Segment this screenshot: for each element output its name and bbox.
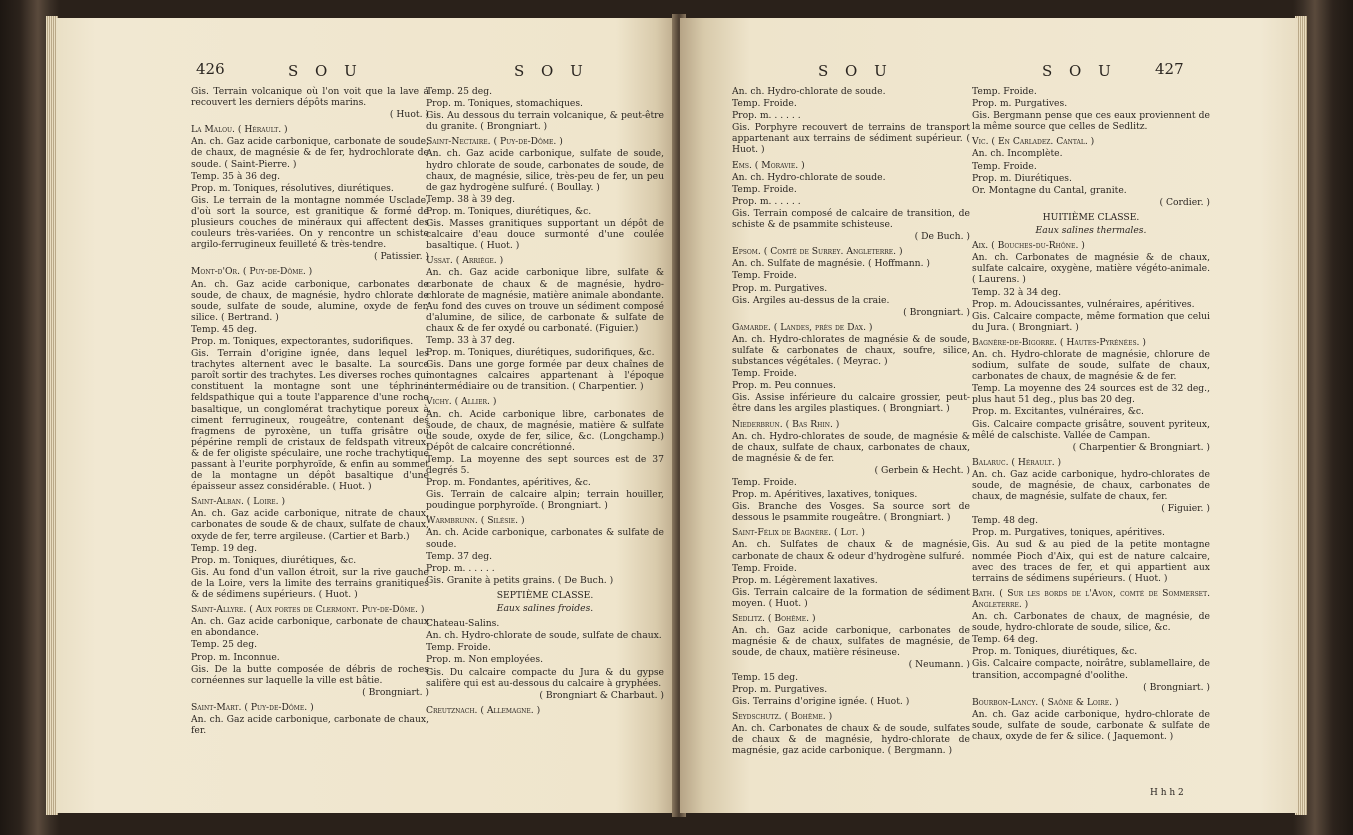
text-line: An. ch. Acide carbonique, carbonates & sulfate de soude. <box>426 527 664 550</box>
text-line: ( Cordier. ) <box>1159 196 1210 208</box>
text-line: Saint-Nectaire. ( Puy-de-Dôme. ) <box>426 136 563 148</box>
text-line: An. ch. Gaz acide carbonique libre, sulfate & carbonate de chaux & de magnésie, hydro-chlorate de magnésie, matière animale abondante. Au fond des cuves on trouve un sédiment composé d'alumine, de silice, de carbonate & sulfate de chaux & de fer oxydé ou carbonaté. (Figuier.) <box>426 267 664 334</box>
text-line: Gis. Terrain volcanique où l'on voit que la lave a recouvert les derniers dépôts marins. <box>191 86 429 109</box>
text-line: ( Brongniart. ) <box>903 306 970 318</box>
text-line: Eaux salines froides. <box>496 603 594 615</box>
text-line: Prop. m. Toniques, stomachiques. <box>426 98 583 110</box>
text-line: Gis. Terrains d'origine ignée. ( Huot. ) <box>732 695 910 707</box>
text-line: ( Gerbein & Hecht. ) <box>874 464 970 476</box>
text-line: An. ch. Hydro-chlorate de magnésie, chlorure de sodium, sulfate de soude, sulfate de chaux, carbonates de chaux, de magnésie & de fer. <box>972 348 1210 383</box>
text-line: An. ch. Gaz acide carbonique, carbonate de chaux, fer. <box>191 713 429 737</box>
text-line: Gamarde. ( Landes, près de Dax. ) <box>732 321 873 333</box>
text-line: Gis. Calcaire compacte grisâtre, souvent pyriteux, mêlé de calschiste. Vallée de Campan. <box>972 418 1210 441</box>
right-running-head-2: S O U <box>1042 62 1117 80</box>
text-line: Or. Montagne du Cantal, granite. <box>972 184 1127 196</box>
text-line: SEPTIÈME CLASSE. <box>496 589 594 601</box>
text-line: Gis. Assise inférieure du calcaire grossier, peut-être dans les argiles plastiques. ( Brongniart. ) <box>732 392 970 415</box>
text-line: Prop. m. Adoucissantes, vulnéraires, apéritives. <box>972 298 1195 310</box>
left-page <box>56 18 678 813</box>
text-line: An. ch. Sulfate de magnésie. ( Hoffmann. ) <box>732 258 930 270</box>
text-line: Temp. La moyenne des sept sources est de 37 degrés 5. <box>426 453 664 476</box>
text-line: Temp. 15 deg. <box>732 671 799 683</box>
right-column-1 <box>732 86 970 757</box>
text-line: Temp. 25 deg. <box>426 86 493 97</box>
text-line: Saint-Mart. ( Puy-de-Dôme. ) <box>191 701 314 713</box>
left-column-1 <box>191 86 429 737</box>
text-line: Gis. Granite à petits grains. ( De Buch. ) <box>426 574 614 586</box>
text-line: Gis. Terrain calcaire de la formation de sédiment moyen. ( Huot. ) <box>732 586 970 609</box>
text-line: ( Brongniart. ) <box>1143 681 1210 693</box>
text-line: ( Neumann. ) <box>908 659 970 671</box>
text-line: Prop. m. Peu connues. <box>732 380 836 392</box>
left-page-number: 426 <box>196 60 225 78</box>
text-line: Gis. Argiles au-dessus de la craie. <box>732 294 890 306</box>
text-line: Temp. Froide. <box>426 642 491 654</box>
text-line: Gis. Bergmann pense que ces eaux proviennent de la même source que celles de Sedlitz. <box>972 110 1210 133</box>
text-line: Temp. Froide. <box>732 183 797 195</box>
text-line: Gis. Terrain de calcaire alpin; terrain houiller, poudingue porphyroïde. ( Brongniart. ) <box>426 489 664 512</box>
text-line: Gis. Au fond d'un vallon étroit, sur la rive gauche de la Loire, vers la limite des terrains granitiques & de sédimens supérieurs. ( Huot. ) <box>191 566 429 601</box>
text-line: An. ch. Sulfates de chaux & de magnésie, carbonate de chaux & odeur d'hydrogène sulfuré. <box>732 539 970 562</box>
right-column-2 <box>972 86 1210 743</box>
text-line: Gis. Le terrain de la montagne nommée Usclade, d'où sort la source, est granitique & formé de plusieurs couches de minéraux qui affectent des couleurs très-variées. On y rencontre un schiste argilo-ferrugineux feuilleté & très-tendre. <box>191 194 429 251</box>
text-line: An. ch. Acide carbonique libre, carbonates de soude, de chaux, de magnésie, matière & sulfate de soude, oxyde de fer, silice, &c. (Longchamp.) Dépôt de calcaire concrétionné. <box>426 408 664 453</box>
text-line: An. ch. Gaz acide carbonique, carbonate de chaux en abondance. <box>191 616 429 639</box>
text-line: Prop. m. Toniques, diurétiques, &c. <box>426 205 592 217</box>
text-line: Gis. Calcaire compacte, noirâtre, sublamellaire, de transition, accompagné d'oolithe. <box>972 658 1210 681</box>
text-line: Vic. ( En Carladez. Cantal. ) <box>972 136 1095 148</box>
text-line: Prop. m. Inconnue. <box>191 651 280 663</box>
text-line: An. ch. Hydro-chlorate de soude, sulfate de chaux. <box>426 630 662 642</box>
text-line: Temp. 32 à 34 deg. <box>972 286 1062 298</box>
text-line: Gis. Porphyre recouvert de terrains de transport appartenant aux terrains de sédiment supérieur. ( Huot. ) <box>732 122 970 156</box>
text-line: Prop. m. Diurétiques. <box>972 172 1072 184</box>
text-line: HUITIÈME CLASSE. <box>1042 211 1140 223</box>
text-line: Gis. Du calcaire compacte du Jura & du gypse salifère qui est au-dessous du calcaire à gryphées. <box>426 666 664 689</box>
text-line: Gis. Calcaire compacte, même formation que celui du Jura. ( Brongniart. ) <box>972 310 1210 333</box>
text-line: ( Huot. ) <box>389 109 429 121</box>
text-line: Sedlitz. ( Bohême. ) <box>732 613 816 625</box>
text-line: An. ch. Gaz acide carbonique, sulfate de soude, hydro chlorate de soude, carbonates de soude, de chaux, de magnésie, silice, très-peu de fer, un peu de gaz hydrogène sulfuré. ( Boullay. ) <box>426 148 664 193</box>
text-line: Temp. Froide. <box>732 562 797 574</box>
text-line: Prop. m. Toniques, résolutives, diurétiques. <box>191 182 394 194</box>
text-line: Warmbrunn. ( Silésie. ) <box>426 515 525 527</box>
text-line: ( Figuier. ) <box>1161 503 1210 515</box>
text-line: Gis. Branche des Vosges. Sa source sort de dessous le psammite rougeâtre. ( Brongniart. ) <box>732 501 970 524</box>
text-line: Temp. Froide. <box>732 270 797 282</box>
text-line: Balaruc. ( Hérault. ) <box>972 456 1062 468</box>
text-line: Prop. m. . . . . . <box>426 562 495 574</box>
text-line: Prop. m. . . . . . <box>732 195 801 207</box>
text-line: Temp. 48 deg. <box>972 515 1039 527</box>
text-line: An. ch. Hydro-chlorates de magnésie & de soude, sulfate & carbonates de chaux, soufre, silice, substances végétales. ( Meyrac. ) <box>732 333 970 368</box>
text-line: Temp. 45 deg. <box>191 323 258 335</box>
text-line: Saint-Félix de Bagnère. ( Lot. ) <box>732 527 865 539</box>
text-line: Temp. 19 deg. <box>191 542 258 554</box>
text-line: Niederbrun. ( Bas Rhin. ) <box>732 418 840 430</box>
text-line: ( Charpentier & Brongniart. ) <box>1072 441 1210 453</box>
text-line: Temp. 35 à 36 deg. <box>191 170 281 182</box>
text-line: Prop. m. Fondantes, apéritives, &c. <box>426 477 591 489</box>
text-line: Prop. m. Purgatives. <box>732 282 828 294</box>
text-line: Prop. m. Non employées. <box>426 654 543 666</box>
text-line: Ems. ( Moravie. ) <box>732 159 805 171</box>
text-line: Temp. Froide. <box>972 86 1037 97</box>
text-line: Temp. Froide. <box>732 477 797 488</box>
text-line: Epsom. ( Comté de Surrey. Angleterre. ) <box>732 246 903 258</box>
text-line: Bourbon-Lancy. ( Saône & Loire. ) <box>972 696 1119 708</box>
signature-mark: H h h 2 <box>1150 788 1184 798</box>
text-line: Prop. m. . . . . . <box>732 110 801 122</box>
text-line: ( Patissier. ) <box>374 251 429 263</box>
text-line: ( Brongniart. ) <box>362 686 429 698</box>
text-line: Vichy. ( Allier. ) <box>426 396 497 408</box>
text-line: Eaux salines thermales. <box>1035 225 1147 237</box>
text-line: Gis. Terrain composé de calcaire de transition, de schiste & de psammite schisteuse. <box>732 207 970 231</box>
right-running-head-1: S O U <box>818 62 893 80</box>
text-line: Prop. m. Purgatives. <box>972 98 1068 110</box>
text-line: Temp. Froide. <box>732 368 797 380</box>
text-line: Mont-d'Or. ( Puy-de-Dôme. ) <box>191 266 313 278</box>
right-page <box>680 18 1298 813</box>
text-line: Temp. Froide. <box>732 98 797 110</box>
left-running-head-1: S O U <box>288 62 363 80</box>
text-line: Gis. Au dessous du terrain volcanique, & peut-être du granite. ( Brongniart. ) <box>426 110 664 133</box>
text-line: Ussat. ( Arriège. ) <box>426 255 504 267</box>
text-line: Bath. ( Sur les bords de l'Avon, comté de Sommerset. Angleterre. ) <box>972 587 1210 610</box>
text-line: Creutznach. ( Allemagne. ) <box>426 704 541 716</box>
text-line: Prop. m. Toniques, diurétiques, &c. <box>972 646 1138 658</box>
text-line: Gis. Terrain d'origine ignée, dans lequel les trachytes alternent avec le basalte. La source paroît sortir des trachytes. Les diverses roches qui constituent la montagne sont une téphrine feldspathique qui a toute l'apparence d'une roche basaltique, un conglomérat trachytique poreux à ciment ferrugineux, rougeâtre, contenant des fragmens de pyroxène, un tuffa grisâtre ou pépérine rempli de cristaux de feldspath vitreux, & de fer oligiste spéculaire, une roche trachytique passant à l'eurite porphyroïde, & enfin au sommet de la montagne un dépôt basaltique d'une épaisseur assez considérable. ( Huot. ) <box>191 348 429 493</box>
text-line: Temp. 37 deg. <box>426 550 493 562</box>
text-line: Prop. m. Toniques, diurétiques, sudorifiques, &c. <box>426 347 655 359</box>
right-page-number: 427 <box>1155 60 1184 78</box>
text-line: Prop. m. Purgatives. <box>732 683 828 695</box>
text-line: Gis. Dans une gorge formée par deux chaînes de montagnes calcaires appartenant à l'époque intermédiaire ou de transition. ( Charpentier. ) <box>426 359 664 393</box>
text-line: Saint-Alban. ( Loire. ) <box>191 496 286 508</box>
text-line: Prop. m. Apéritives, laxatives, toniques. <box>732 489 918 501</box>
text-line: Temp. La moyenne des 24 sources est de 32 deg., plus haut 51 deg., plus bas 20 deg. <box>972 383 1210 406</box>
text-line: Chateau-Salins. <box>426 618 500 630</box>
text-line: An. ch. Gaz acide carbonique, carbonates de soude, de chaux, de magnésie, hydro chlorate de soude, sulfate de soude, alumine, oxyde de fer, silice. ( Bertrand. ) <box>191 278 429 323</box>
text-line: Seydschutz. ( Bohême. ) <box>732 710 833 722</box>
text-line: Saint-Allyre. ( Aux portes de Clermont. Puy-de-Dôme. ) <box>191 604 425 616</box>
text-line: Gis. Au sud & au pied de la petite montagne nommée Pioch d'Aix, qui est de nature calcaire, avec des traces de fer, et qui appartient aux terrains de sédimens supérieurs. ( Huot. ) <box>972 539 1210 584</box>
text-line: An. ch. Hydro-chlorate de soude. <box>732 171 886 183</box>
text-line: An. ch. Carbonates de chaux & de soude, sulfates de chaux & de magnésie, hydro-chlorate de magnésie, gaz acide carbonique. ( Bergmann. ) <box>732 722 970 757</box>
text-line: Gis. Masses granitiques supportant un dépôt de calcaire d'eau douce surmonté d'une coulée basaltique. ( Huot. ) <box>426 218 664 252</box>
text-line: An. ch. Carbonates de chaux, de magnésie, de soude, hydro-chlorate de soude, silice, &c. <box>972 611 1210 634</box>
text-line: An. ch. Gaz acide carbonique, hydro-chlorates de soude, de magnésie, de chaux, carbonates de chaux, de magnésie, sulfate de chaux, fer. <box>972 468 1210 503</box>
text-line: Gis. De la butte composée de débris de roches cornéennes sur laquelle la ville est bâtie. <box>191 663 429 686</box>
text-line: Temp. 64 deg. <box>972 634 1039 646</box>
text-line: ( Brongniart & Charbaut. ) <box>539 689 664 701</box>
text-line: Temp. 33 à 37 deg. <box>426 334 516 346</box>
text-line: An. ch. Hydro-chlorate de soude. <box>732 86 886 97</box>
left-running-head-2: S O U <box>514 62 589 80</box>
text-line: Prop. m. Toniques, expectorantes, sudorifiques. <box>191 335 414 347</box>
text-line: An. ch. Gaz acide carbonique, carbonates de magnésie & de chaux, sulfates de magnésie, de soude, de chaux, matière résineuse. <box>732 625 970 659</box>
text-line: Temp. Froide. <box>972 160 1037 172</box>
text-line: An. ch. Gaz acide carbonique, hydro-chlorate de soude, sulfate de soude, carbonate & sulfate de chaux, oxyde de fer & silice. ( Jaquemont. ) <box>972 708 1210 742</box>
text-line: An. ch. Hydro-chlorates de soude, de magnésie & de chaux, sulfate de chaux, carbonates de chaux, de magnésie & de fer. <box>732 430 970 464</box>
text-line: Temp. 25 deg. <box>191 639 258 651</box>
text-line: Prop. m. Légèrement laxatives. <box>732 574 878 586</box>
text-line: An. ch. Carbonates de magnésie & de chaux, sulfate calcaire, oxygène, matière végéto-animale. ( Laurens. ) <box>972 252 1210 286</box>
text-line: An. ch. Gaz acide carbonique, carbonate de soude, de chaux, de magnésie & de fer, hydrochlorate de soude. ( Saint-Pierre. ) <box>191 136 429 170</box>
text-line: Prop. m. Toniques, diurétiques, &c. <box>191 554 357 566</box>
text-line: Prop. m. Purgatives, toniques, apéritives. <box>972 527 1165 539</box>
text-line: An. ch. Incomplète. <box>972 148 1063 160</box>
text-line: Prop. m. Excitantes, vulnéraires, &c. <box>972 406 1144 418</box>
text-line: Bagnère-de-Bigorre. ( Hautes-Pyrénées. ) <box>972 336 1146 348</box>
text-line: ( De Buch. ) <box>914 231 970 243</box>
text-line: Aix. ( Bouches-du-Rhône. ) <box>972 240 1085 252</box>
text-line: La Malou. ( Hérault. ) <box>191 124 288 136</box>
text-line: An. ch. Gaz acide carbonique, nitrate de chaux, carbonates de soude & de chaux, sulfate de chaux, oxyde de fer, terre argileuse. (Cartier et Barb.) <box>191 508 429 542</box>
left-column-2 <box>426 86 664 717</box>
text-line: Temp. 38 à 39 deg. <box>426 193 516 205</box>
